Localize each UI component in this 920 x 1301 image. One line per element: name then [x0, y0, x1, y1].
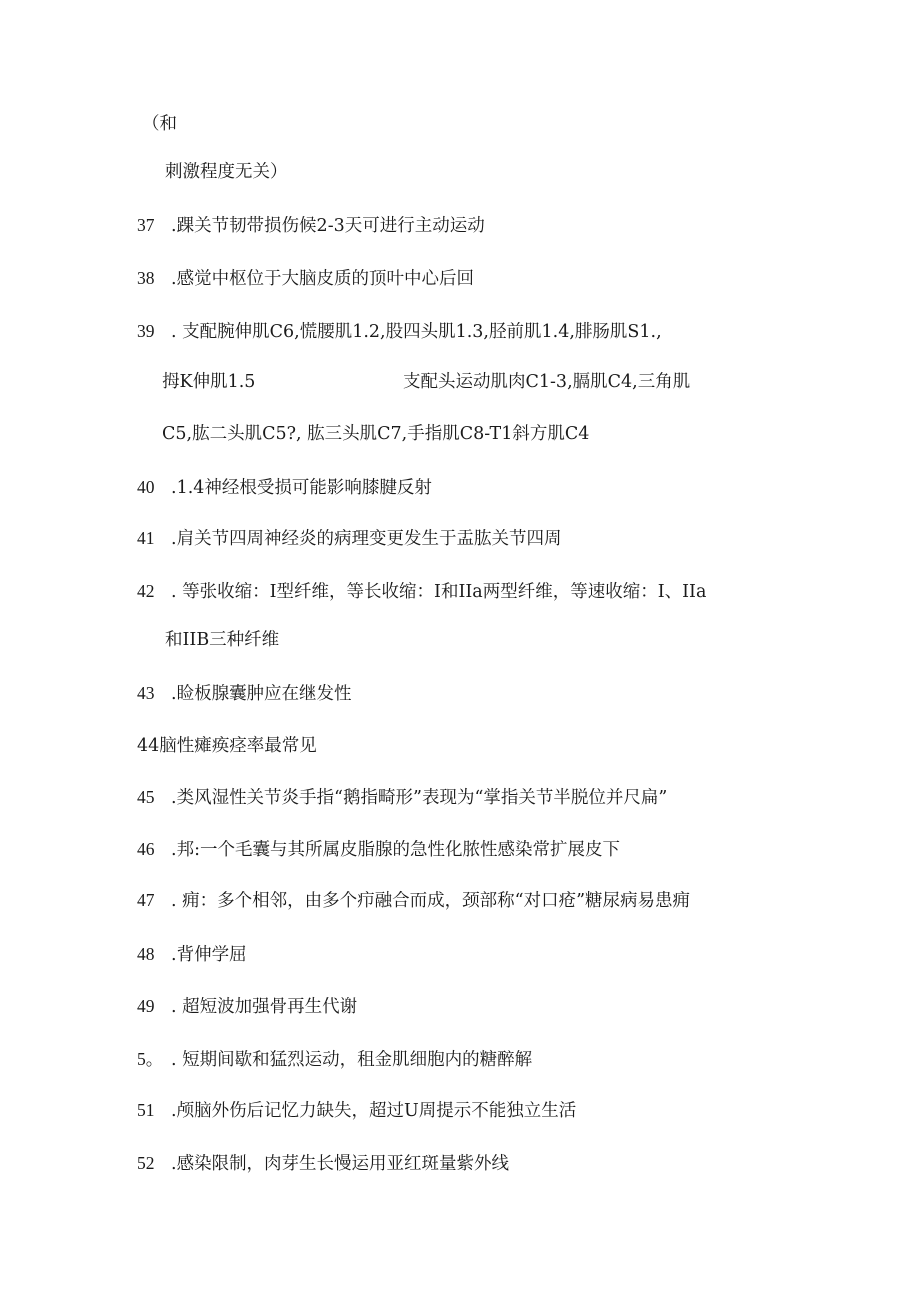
item-number: 38 [137, 268, 155, 288]
item-text: .邦:一个毛囊与其所属皮脂腺的急性化脓性感染常扩展皮下 [171, 840, 620, 860]
list-item [137, 267, 474, 290]
list-item [137, 320, 662, 343]
list-item [137, 476, 432, 499]
list-item [137, 682, 352, 705]
item-number: 51 [137, 1100, 155, 1120]
list-item [137, 527, 562, 550]
item-number: 45 [137, 787, 155, 807]
list-item [137, 889, 690, 912]
list-item [137, 1048, 532, 1071]
item-number: 48 [137, 944, 155, 964]
item-text: .1.4神经根受损可能影响膝腱反射 [171, 478, 432, 498]
item-text: .类风湿性关节炎手指“鹅指畸形”表现为“掌指关节半脱位并尺扁” [171, 788, 668, 808]
item-text: .感觉中枢位于大脑皮质的顶叶中心后回 [171, 269, 475, 289]
item-text: . 等张收缩：I型纤维，等长收缩：I和IIa两型纤维，等速收缩：I、IIa [171, 582, 707, 602]
list-item [137, 580, 706, 603]
item-text: .肩关节四周神经炎的病理变更发生于盂肱关节四周 [171, 529, 562, 549]
item-text: .睑板腺囊肿应在继发性 [171, 684, 352, 704]
text-line: 和IIB三种纤维 [165, 630, 280, 650]
item-number: 37 [137, 215, 155, 235]
item-text: . 超短波加强骨再生代谢 [171, 997, 358, 1017]
item-text: .颅脑外伤后记忆力缺失，超过U周提示不能独立生活 [171, 1101, 577, 1121]
item-number: 46 [137, 839, 155, 859]
item-number: 41 [137, 528, 155, 548]
text-line: 支配头运动肌肉C1-3,膈肌C4,三角肌 [403, 372, 691, 392]
item-number: 5。 [137, 1049, 164, 1069]
list-item [137, 1152, 509, 1175]
list-item [137, 995, 357, 1018]
item-number: 47 [137, 890, 155, 910]
item-text: .踝关节韧带损伤候2-3天可进行主动运动 [171, 216, 485, 236]
list-item [137, 1099, 576, 1122]
item-text: . 支配腕伸肌C6,慌腰肌1.2,股四头肌1.3,胫前肌1.4,腓肠肌S1., [171, 322, 662, 342]
text-line: （和 [142, 114, 177, 134]
text-line: 44脑性瘫痪痉率最常见 [137, 736, 317, 756]
item-number: 49 [137, 996, 155, 1016]
item-number: 43 [137, 683, 155, 703]
item-text: .背伸学屈 [171, 945, 247, 965]
list-item [137, 943, 247, 966]
item-number: 40 [137, 477, 155, 497]
item-text: .感染限制，肉芽生长慢运用亚红斑量紫外线 [171, 1154, 510, 1174]
text-line: 刺激程度无关） [165, 162, 288, 182]
list-item [137, 838, 620, 861]
text-line: 拇K伸肌1.5 [162, 372, 256, 392]
list-item [137, 786, 667, 809]
list-item [137, 214, 485, 237]
text-line: C5,肱二头肌C5?, 肱三头肌C7,手指肌C8-T1斜方肌C4 [162, 424, 590, 444]
item-text: . 痈：多个相邻，由多个疖融合而成，颈部称“对口疮”糖尿病易患痈 [171, 891, 691, 911]
item-text: . 短期间歇和猛烈运动，租金肌细胞内的糖醉解 [171, 1050, 533, 1070]
item-number: 42 [137, 581, 155, 601]
item-number: 39 [137, 321, 155, 341]
item-number: 52 [137, 1153, 155, 1173]
